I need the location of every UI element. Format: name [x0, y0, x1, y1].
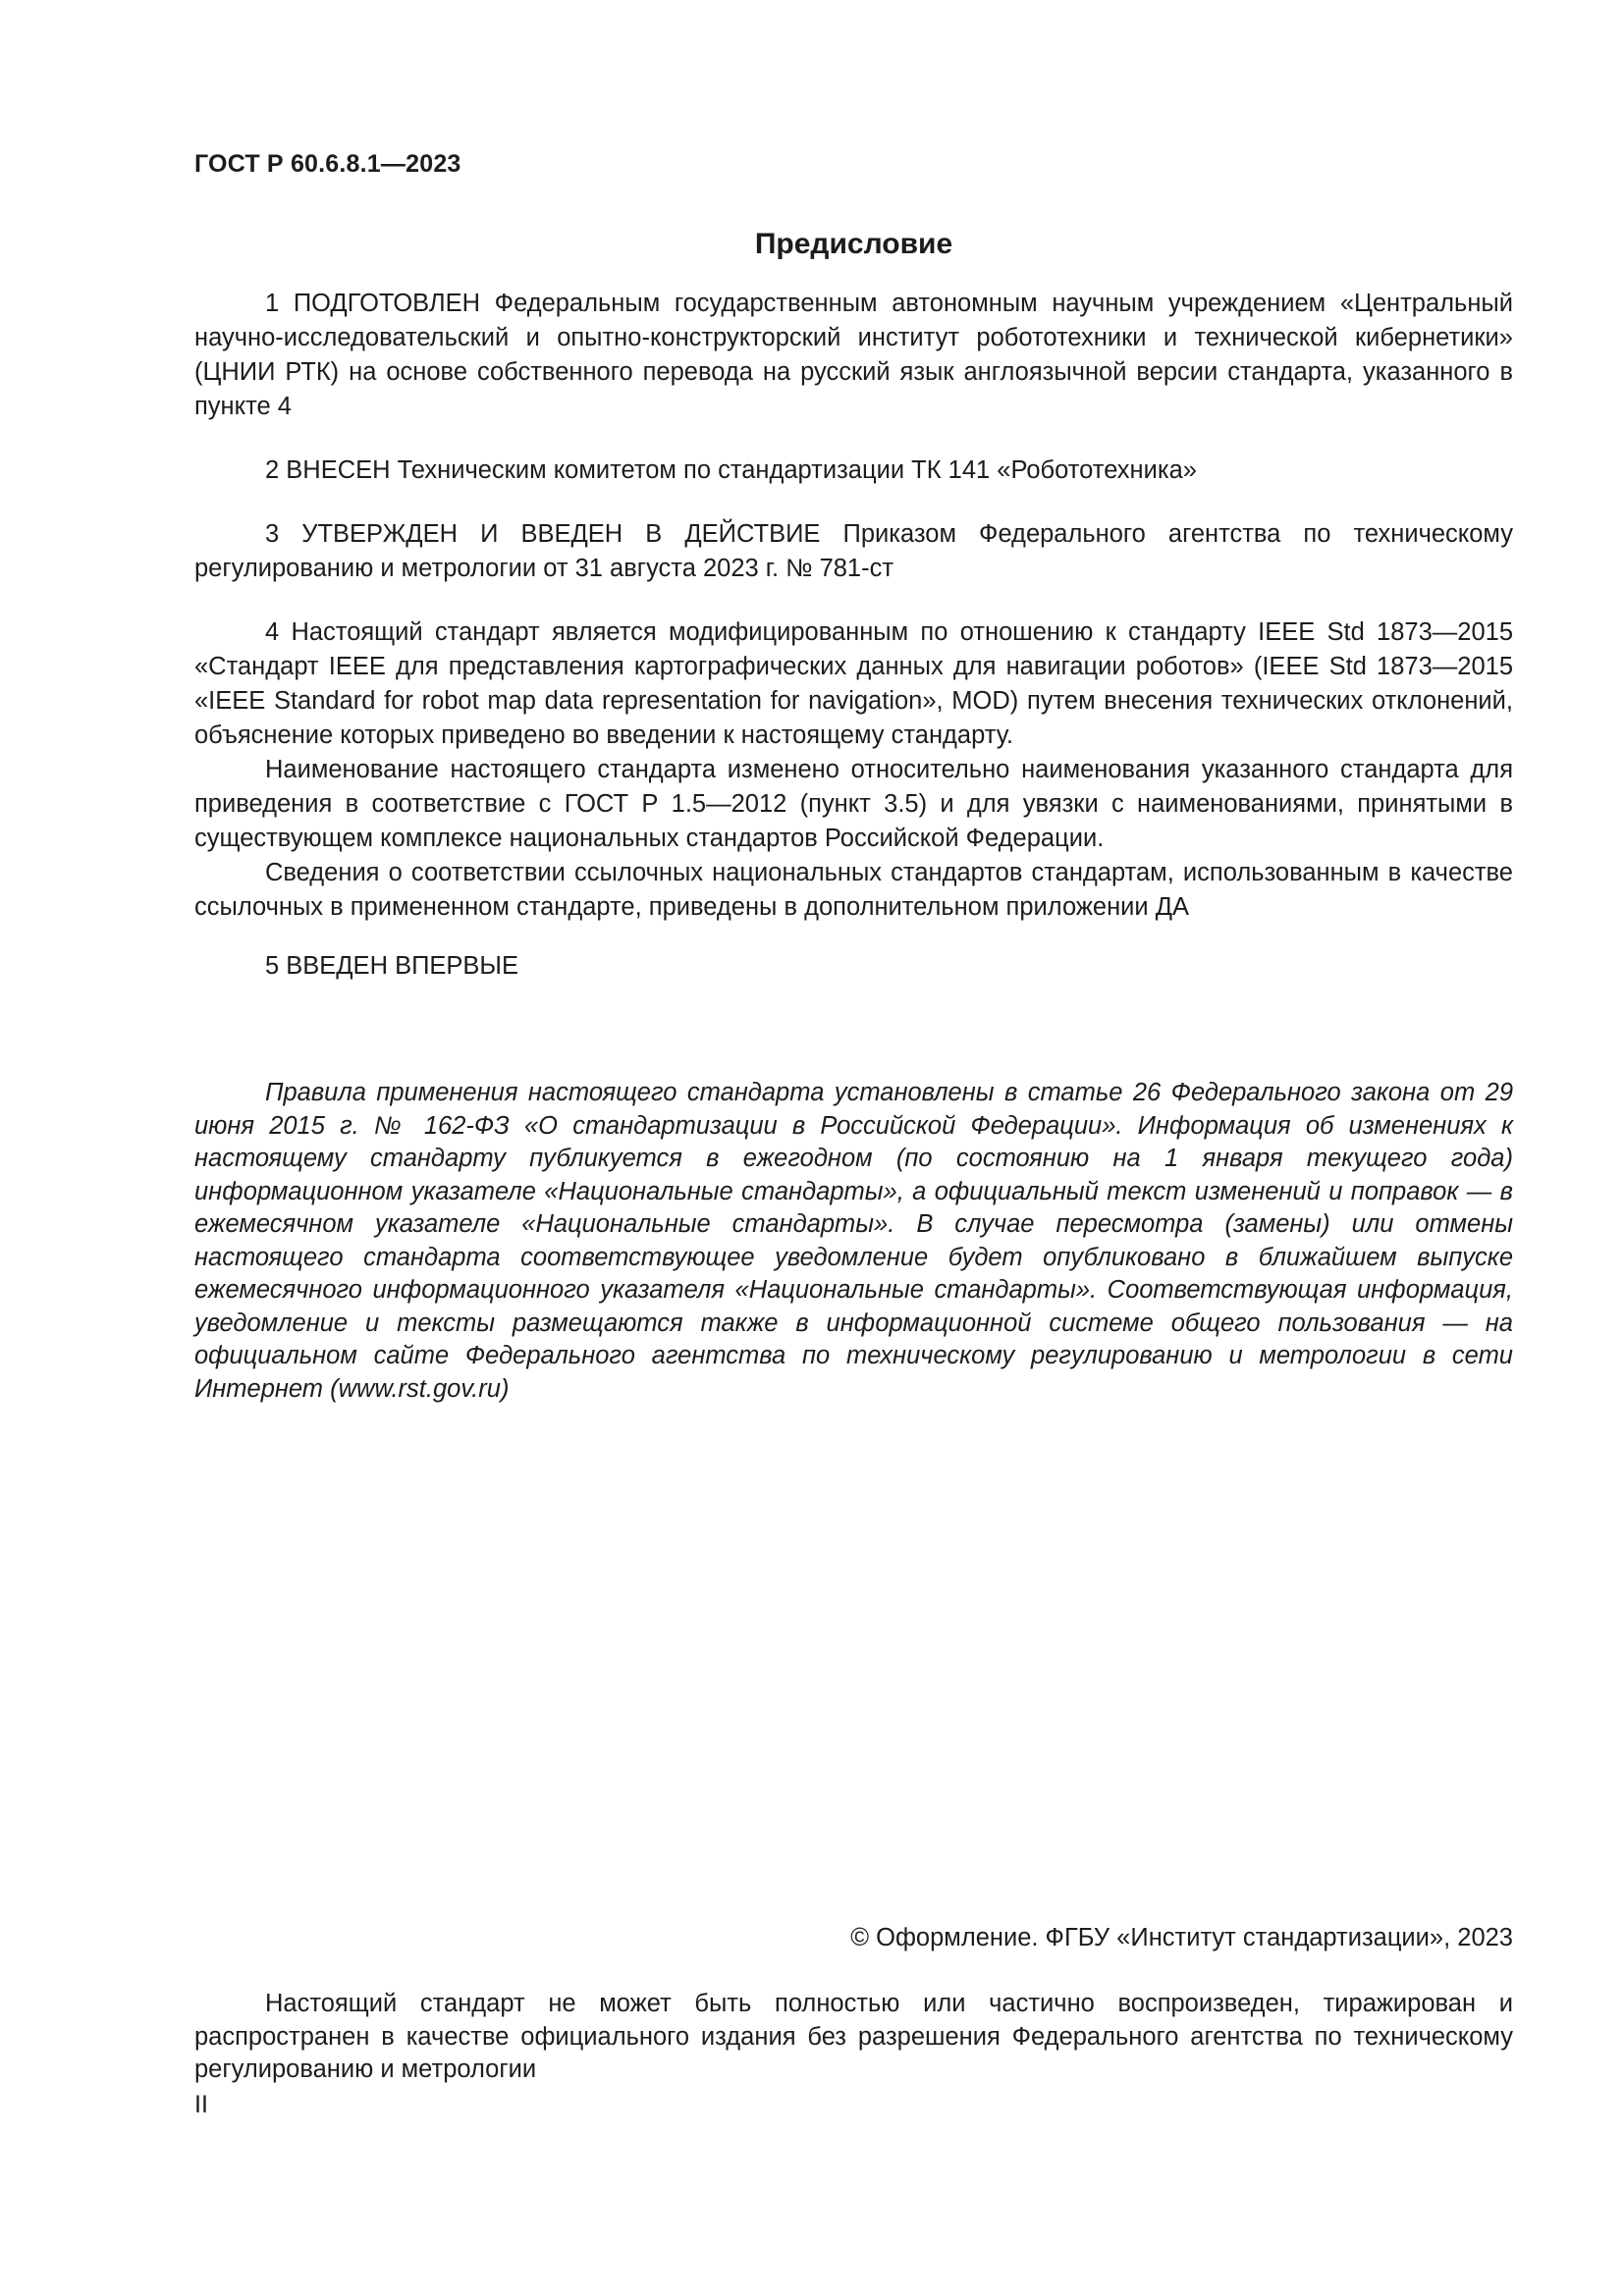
reproduction-text: Настоящий стандарт не может быть полностью или частично воспроизведен, тиражирован и распространен в качестве официального издания без разрешения Федерального агентства по техническому регулированию и метрологии — [194, 1990, 1513, 2083]
item-4-name-change-text: Наименование настоящего стандарта изменено относительно наименования указанного стандарта для приведения в соответствие с ГОСТ Р 1.5—2012 (пункт 3.5) и для увязки с наименованиями, принятыми в существующем комплексе национальных стандартов Российской Федерации. — [194, 756, 1513, 852]
item-2-submitted — [194, 454, 1513, 488]
item-1-text: 1 ПОДГОТОВЛЕН Федеральным государственным автономным научным учреждением «Центральный научно-исследовательский и опытно-конструкторский институт робототехники и технической кибернетики» (ЦНИИ РТК) на основе собственного перевода на русский язык англоязычной версии стандарта, указанного в пункте 4 — [194, 290, 1513, 420]
item-5-introduced — [194, 949, 1513, 984]
item-3-text: 3 УТВЕРЖДЕН И ВВЕДЕН В ДЕЙСТВИЕ Приказом Федерального агентства по техническому регулированию и метрологии от 31 августа 2023 г. № 781-ст — [194, 520, 1513, 582]
page-title: Предисловие — [754, 228, 953, 260]
item-4-text: 4 Настоящий стандарт является модифицированным по отношению к стандарту IEEE Std 1873—2015 «Стандарт IEEE для представления картографических данных для навигации роботов» (IEEE Std 1873—2015 «IEEE Standard for robot map data representation for navigation», MOD) путем внесения технических отклонений, объяснение которых приведено во введении к настоящему стандарту. — [194, 618, 1513, 749]
notice-text: Правила применения настоящего стандарта установлены в статье 26 Федерального закона от 29 июня 2015 г. № 162-ФЗ «О стандартизации в Российской Федерации». Информация об изменениях к настоящему стандарту публикуется в ежегодном (по состоянию на 1 января текущего года) информационном указателе «Национальные стандарты», а официальный текст изменений и поправок — в ежемесячном указателе «Национальные стандарты». В случае пересмотра (замены) или отмены настоящего стандарта соответствующее уведомление будет опубликовано в ближайшем выпуске ежемесячного информационного указателя «Национальные стандарты». Соответствующая информация, уведомление и тексты размещаются также в информационной системе общего пользования — на официальном сайте Федерального агентства по техническому регулированию и метрологии в сети Интернет (www.rst.gov.ru) — [194, 1079, 1513, 1403]
copyright-line: © Оформление. ФГБУ «Институт стандартизации», 2023 — [850, 1924, 1513, 1951]
item-4-modified — [194, 615, 1513, 925]
page-number: II — [194, 2091, 208, 2118]
application-rules-notice — [194, 1077, 1513, 1406]
reproduction-notice — [194, 1988, 1513, 2087]
standard-code: ГОСТ Р 60.6.8.1—2023 — [194, 150, 461, 178]
item-5-text: 5 ВВЕДЕН ВПЕРВЫЕ — [265, 952, 519, 980]
item-2-text: 2 ВНЕСЕН Техническим комитетом по стандартизации ТК 141 «Робототехника» — [265, 456, 1197, 484]
item-1-prepared — [194, 287, 1513, 424]
item-3-approved — [194, 517, 1513, 586]
item-4-references-text: Сведения о соответствии ссылочных национальных стандартов стандартам, использованным в качестве ссылочных в примененном стандарте, приведены в дополнительном приложении ДА — [194, 859, 1513, 921]
